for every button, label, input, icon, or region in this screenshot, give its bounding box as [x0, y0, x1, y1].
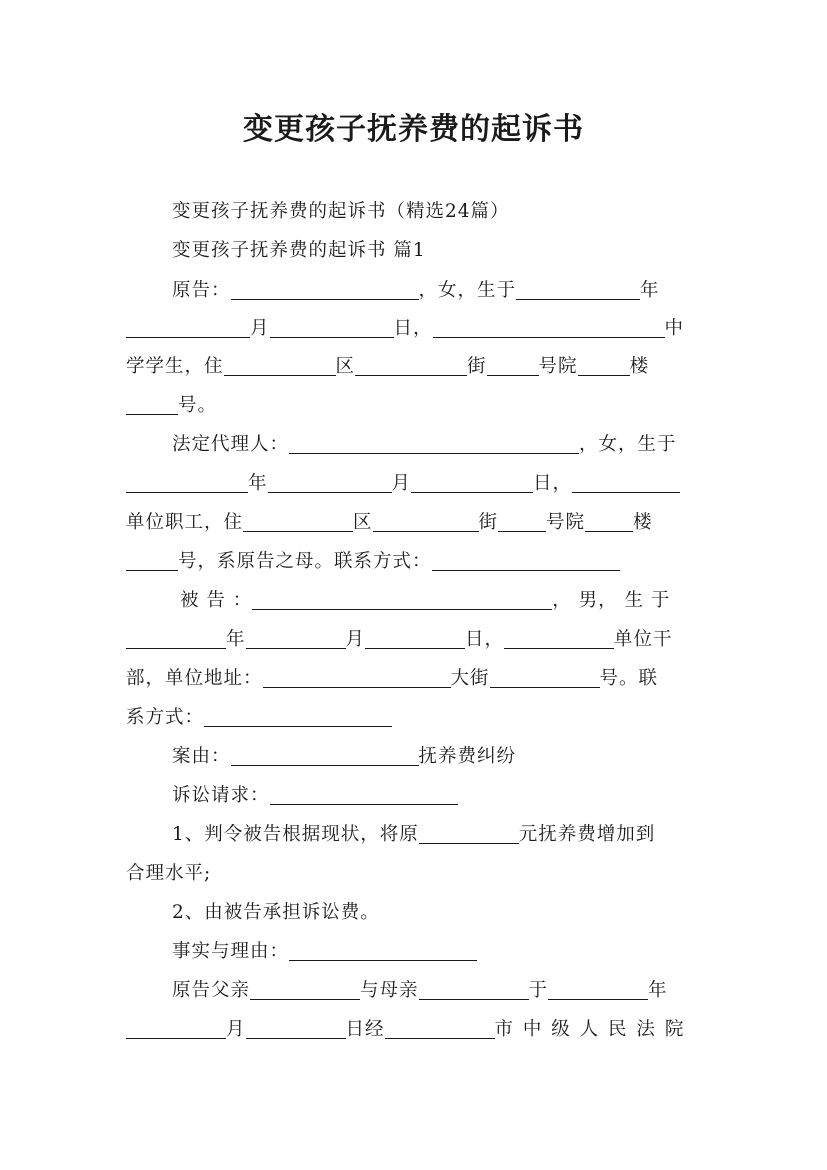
text-segment: 日，	[533, 473, 573, 494]
text-line	[126, 853, 702, 891]
text-segment: 号。	[178, 395, 218, 416]
text-line	[126, 502, 702, 540]
text-segment: 学学生，住	[126, 356, 224, 377]
document-title: 变更孩子抚养费的起诉书	[243, 112, 584, 147]
text-line	[126, 970, 702, 1008]
fill-blank	[578, 355, 630, 376]
text-line	[126, 270, 702, 308]
text-segment: 抚养费纠纷	[418, 746, 517, 767]
text-segment: 与母亲	[360, 980, 419, 1001]
text-segment: 事实与理由：	[172, 941, 290, 962]
text-segment: 变更孩子抚养费的起诉书（精选24篇）	[172, 201, 510, 222]
text-segment: 市 中 级 人 民 法 院	[494, 1019, 686, 1040]
text-line	[126, 463, 702, 501]
fill-blank	[432, 550, 620, 571]
text-line	[126, 931, 702, 969]
text-segment: 年	[226, 629, 246, 650]
text-line	[126, 346, 702, 384]
fill-blank	[204, 706, 392, 727]
fill-blank	[126, 628, 226, 649]
text-line	[126, 892, 702, 930]
text-segment: 日，	[465, 629, 505, 650]
fill-blank	[126, 1018, 226, 1039]
text-segment: 单位职工，住	[126, 512, 244, 533]
text-segment: 中	[664, 318, 685, 339]
text-line	[126, 424, 702, 462]
text-segment: 年	[248, 473, 268, 494]
fill-blank	[126, 394, 178, 415]
text-segment: 区	[353, 512, 373, 533]
text-segment: 系方式：	[126, 707, 205, 728]
text-segment: 区	[335, 356, 356, 377]
text-segment: 2、由被告承担诉讼费。	[172, 902, 380, 923]
text-segment: 楼	[633, 512, 653, 533]
text-segment: 月	[391, 473, 412, 494]
text-line	[126, 308, 702, 346]
fill-blank	[548, 979, 648, 1000]
fill-blank	[355, 355, 467, 376]
text-line	[126, 1009, 702, 1047]
fill-blank	[385, 1018, 495, 1039]
fill-blank	[126, 317, 250, 338]
text-segment: 原告：	[172, 280, 231, 301]
fill-blank	[126, 550, 178, 571]
fill-blank	[289, 940, 477, 961]
text-segment: 号院	[546, 512, 586, 533]
text-segment: 部，单位地址：	[126, 668, 263, 689]
text-line	[126, 814, 702, 852]
text-segment: ， 男， 生 于	[552, 590, 671, 611]
text-segment: 单位干	[614, 629, 673, 650]
text-segment: ，女，生于	[418, 280, 517, 301]
text-segment: 于	[528, 980, 549, 1001]
fill-blank	[516, 279, 640, 300]
text-line	[126, 658, 702, 696]
fill-blank	[487, 355, 539, 376]
text-line	[126, 736, 702, 774]
text-line	[126, 697, 702, 735]
text-segment: 年	[648, 980, 668, 1001]
text-segment: 月	[226, 1019, 246, 1040]
fill-blank	[243, 511, 353, 532]
text-line	[126, 385, 702, 423]
text-line	[126, 230, 702, 268]
text-segment: 原告父亲	[172, 980, 251, 1001]
fill-blank	[263, 667, 451, 688]
text-segment: 案由：	[172, 746, 231, 767]
fill-blank	[585, 511, 633, 532]
text-segment: 法定代理人：	[172, 434, 290, 455]
text-line	[126, 619, 702, 657]
text-segment: 变更孩子抚养费的起诉书 篇1	[172, 240, 426, 261]
text-segment: 月	[345, 629, 366, 650]
fill-blank	[246, 628, 346, 649]
fill-blank	[498, 511, 546, 532]
fill-blank	[419, 979, 529, 1000]
fill-blank	[373, 511, 479, 532]
fill-blank	[433, 317, 665, 338]
fill-blank	[504, 628, 614, 649]
fill-blank	[419, 823, 519, 844]
text-segment: 日经	[345, 1019, 385, 1040]
fill-blank	[572, 472, 680, 493]
fill-blank	[270, 317, 394, 338]
text-segment: 街	[467, 356, 487, 377]
text-segment: 诉讼请求：	[172, 785, 270, 806]
fill-blank	[289, 433, 579, 454]
fill-blank	[224, 355, 336, 376]
text-segment: 楼	[629, 356, 650, 377]
text-segment: 被 告 ：	[180, 590, 253, 611]
text-line	[126, 191, 702, 229]
text-segment: 日，	[393, 318, 433, 339]
text-segment: 号，系原告之母。联系方式：	[178, 551, 432, 572]
text-line	[126, 541, 702, 579]
fill-blank	[252, 589, 552, 610]
text-segment: 合理水平;	[126, 863, 212, 884]
fill-blank	[250, 979, 360, 1000]
text-segment: 元抚养费增加到	[518, 824, 656, 845]
text-segment: 大街	[450, 668, 490, 689]
text-line	[126, 775, 702, 813]
fill-blank	[490, 667, 600, 688]
text-segment: 1、判令被告根据现状，将原	[172, 824, 419, 845]
text-segment: 号。联	[599, 668, 659, 689]
fill-blank	[126, 472, 248, 493]
fill-blank	[231, 279, 419, 300]
text-segment: ，女，生于	[579, 434, 677, 455]
fill-blank	[268, 472, 392, 493]
fill-blank	[365, 628, 465, 649]
text-segment: 年	[640, 280, 660, 301]
text-line	[126, 580, 702, 618]
fill-blank	[246, 1018, 346, 1039]
text-segment: 月	[250, 318, 270, 339]
text-segment: 号院	[538, 356, 578, 377]
fill-blank	[411, 472, 533, 493]
text-segment: 街	[478, 512, 499, 533]
fill-blank	[231, 745, 419, 766]
fill-blank	[270, 784, 458, 805]
